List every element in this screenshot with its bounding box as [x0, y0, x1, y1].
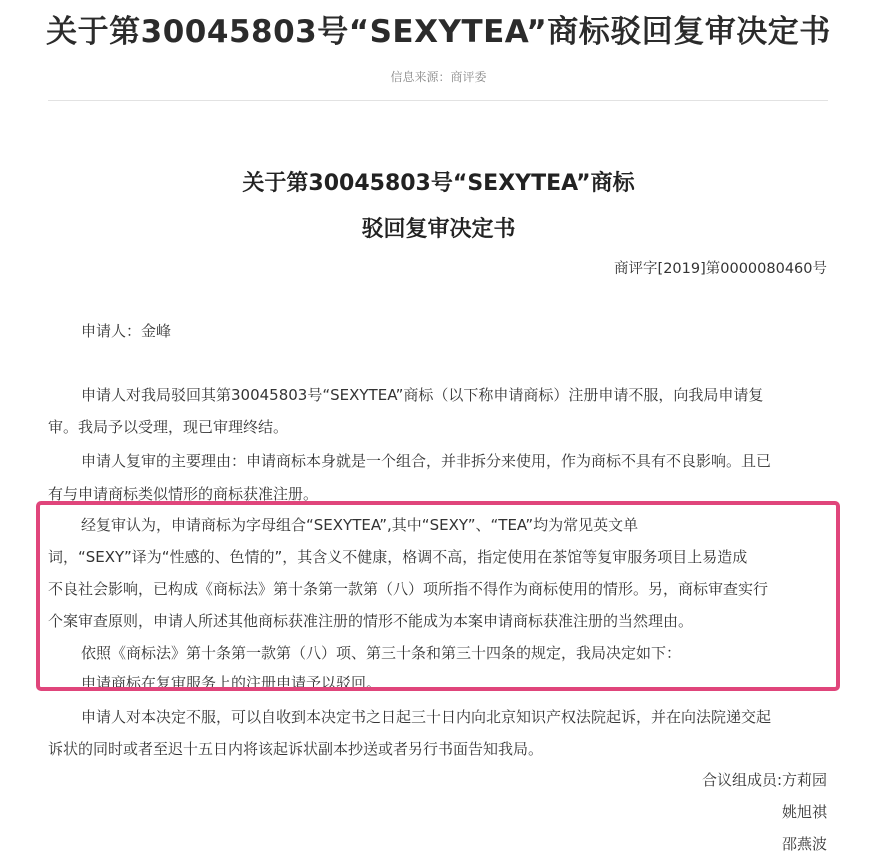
paragraph-line: 个案审查原则，申请人所述其他商标获准注册的情形不能成为本案申请商标获准注册的当然理由。 — [48, 612, 694, 630]
paragraph-line: 依照《商标法》第十条第一款第（八）项、第三十条和第三十四条的规定，我局决定如下： — [81, 644, 682, 662]
signature-member: 邵燕波 — [781, 835, 827, 853]
paragraph-line: 经复审认为，申请商标为字母组合“SEXYTEA”,其中“SEXY”、“TEA”均为常见英文单 — [81, 516, 639, 534]
paragraph-line: 不良社会影响，已构成《商标法》第十条第一款第（八）项所指不得作为商标使用的情形。另，商标审查实行 — [48, 580, 769, 598]
paragraph-line: 词，“SEXY”译为“性感的、色情的”，其含义不健康，格调不高，指定使用在茶馆等复审服务项目上易造成 — [48, 548, 748, 566]
paragraph-line: 有与申请商标类似情形的商标获准注册。 — [48, 485, 319, 503]
signature-panel-members: 合议组成员:方莉园 — [701, 771, 827, 789]
decision-line: 申请商标在复审服务上的注册申请予以驳回。 — [81, 674, 382, 692]
paragraph-line: 审。我局予以受理，现已审理终结。 — [48, 418, 289, 436]
paragraph-line: 申请人复审的主要理由：申请商标本身就是一个组合，并非拆分来使用，作为商标不具有不良影响。且已 — [81, 452, 772, 470]
highlight-box — [36, 501, 840, 691]
paragraph-line: 申请人对我局驳回其第30045803号“SEXYTEA”商标（以下称申请商标）注册申请不服，向我局申请复 — [81, 386, 764, 404]
document-title-line1: 关于第30045803号“SEXYTEA”商标 — [242, 171, 635, 196]
page-title: 关于第30045803号“SEXYTEA”商标驳回复审决定书 — [46, 14, 831, 50]
signature-member: 姚旭祺 — [781, 803, 827, 821]
paragraph-line: 诉状的同时或者至迟十五日内将该起诉状副本抄送或者另行书面告知我局。 — [48, 740, 544, 758]
document-number: 商评字[2019]第0000080460号 — [614, 261, 827, 277]
document-title-line2: 驳回复审决定书 — [361, 217, 516, 242]
paragraph-line: 申请人对本决定不服，可以自收到本决定书之日起三十日内向北京知识产权法院起诉，并在向法院递交起 — [81, 708, 772, 726]
info-source: 信息来源：商评委 — [390, 70, 487, 84]
applicant-line: 申请人：金峰 — [81, 322, 172, 340]
